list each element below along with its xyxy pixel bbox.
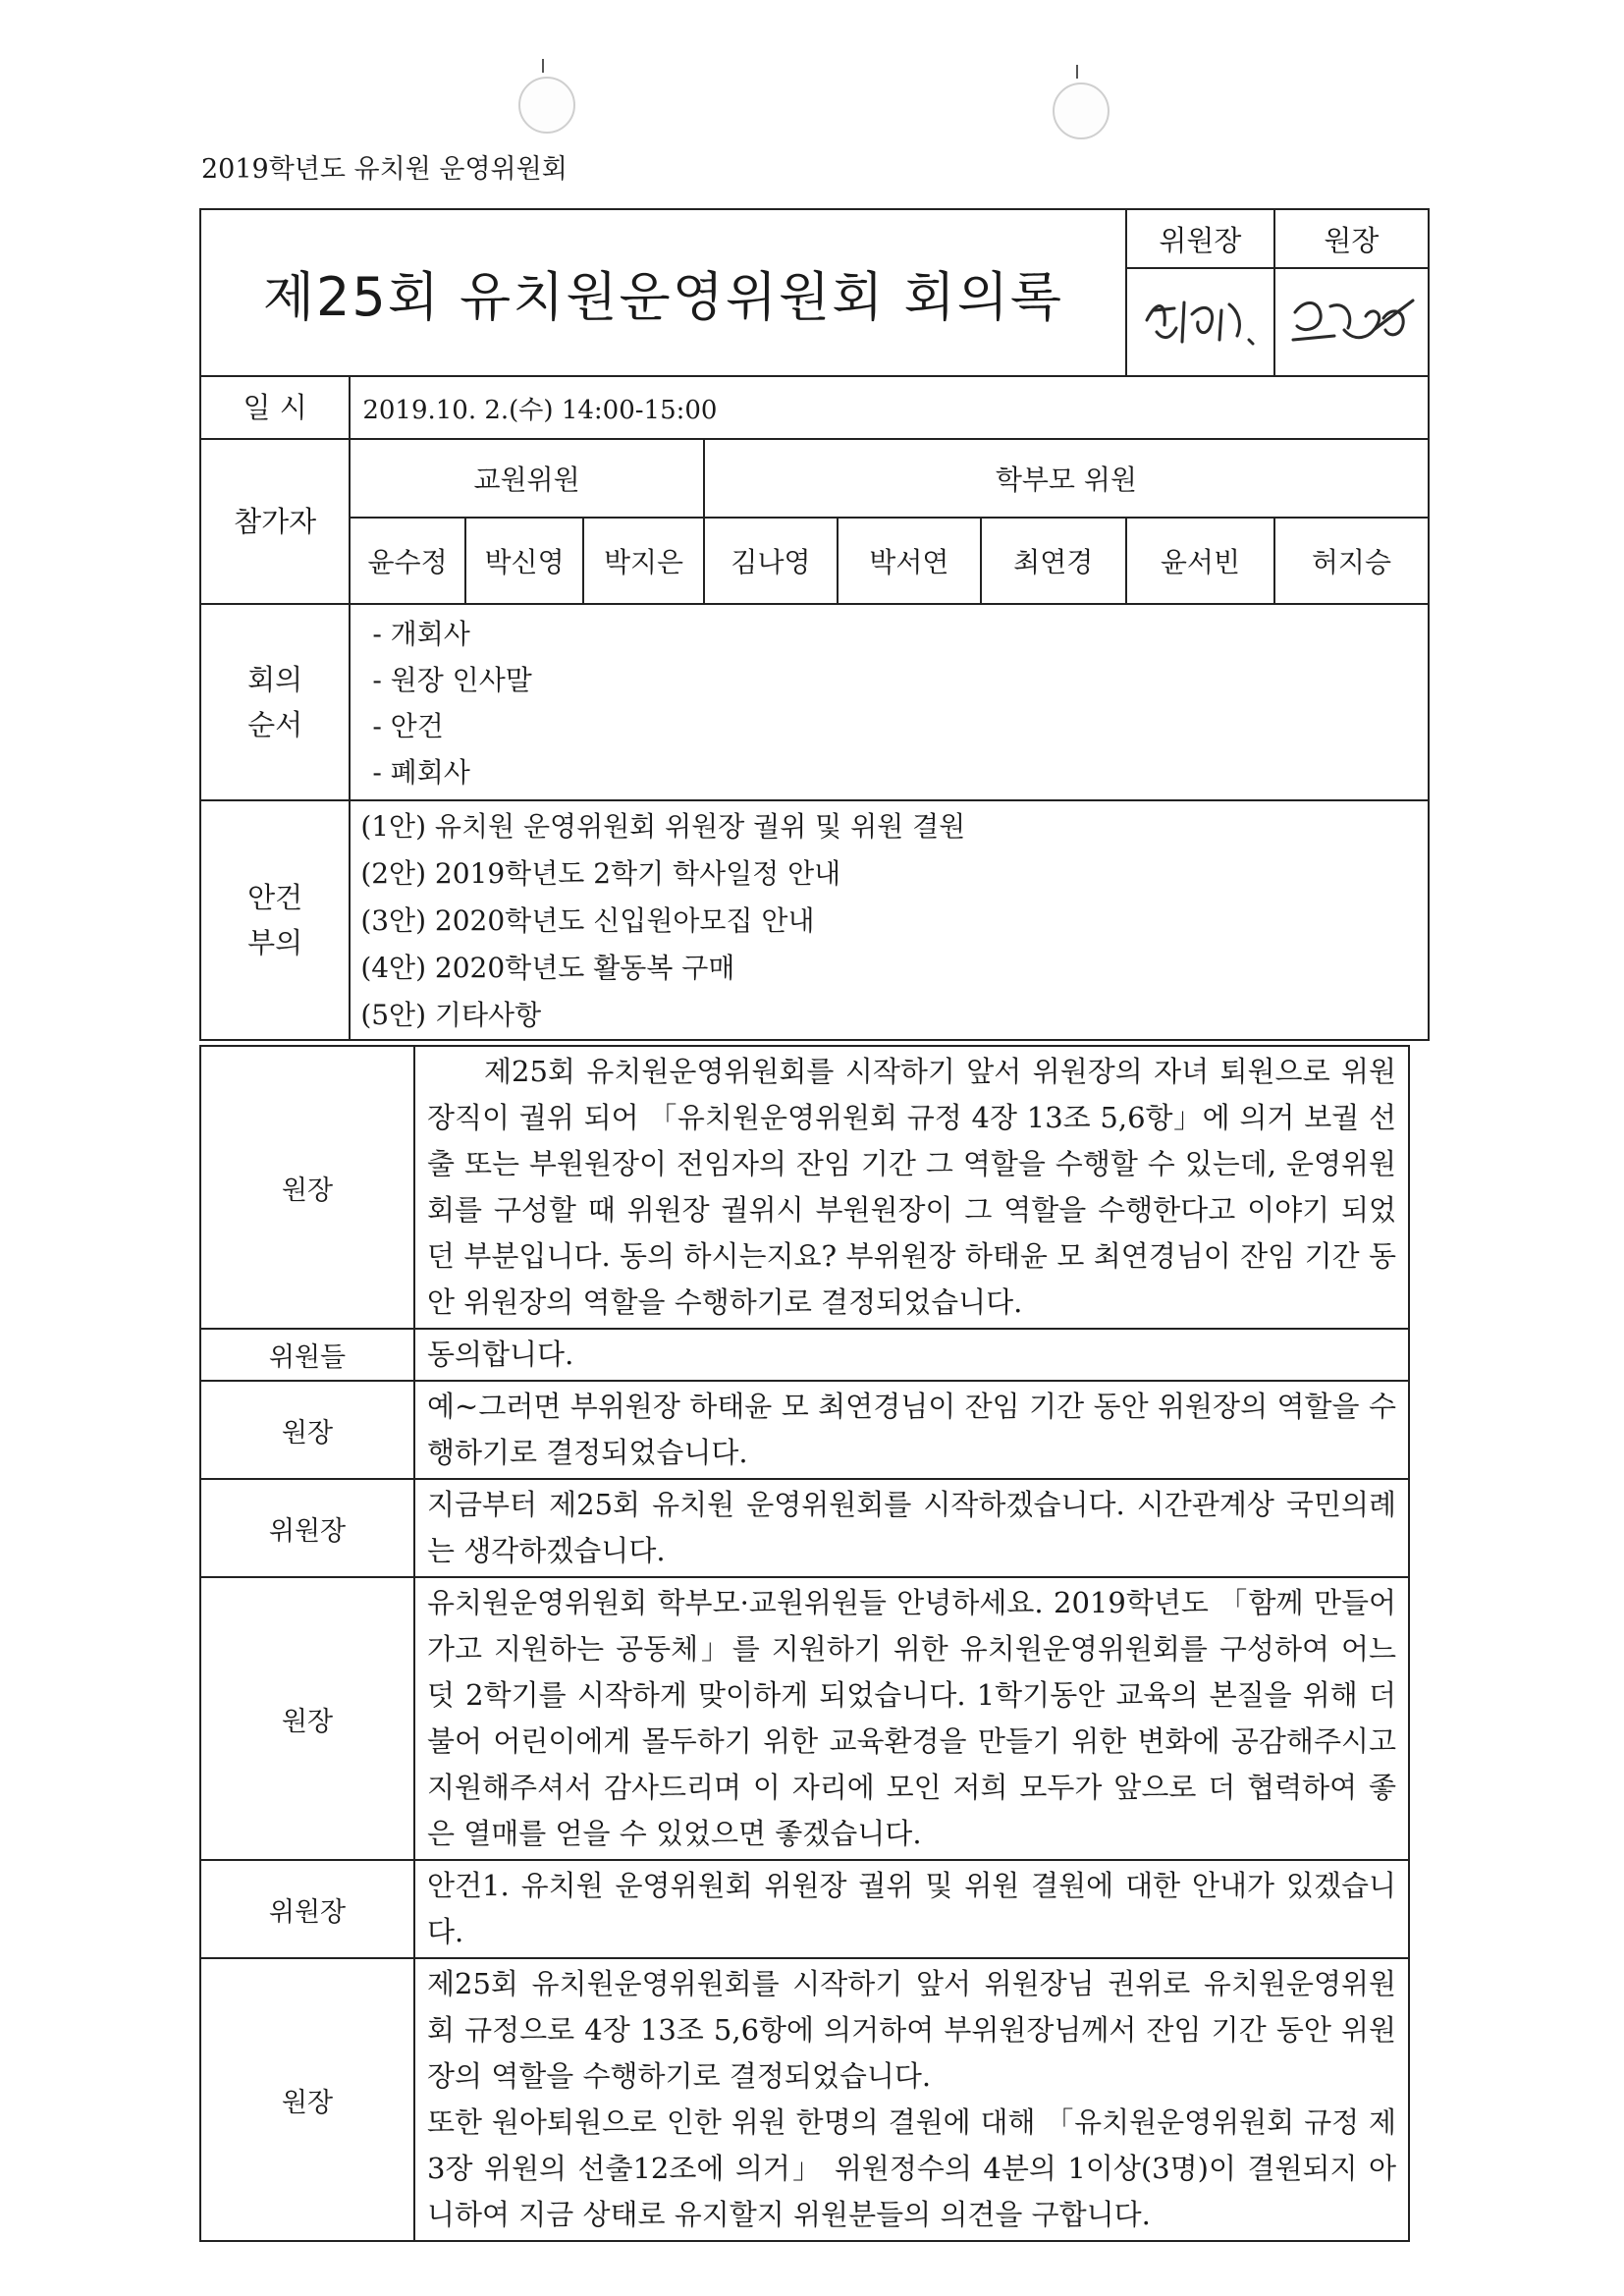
chair-label: 위원장 <box>1126 209 1274 268</box>
participants-label: 참가자 <box>200 439 350 604</box>
minutes-table <box>199 1045 1410 2242</box>
parent-name: 박서연 <box>838 518 980 604</box>
list-item: - 개회사 <box>372 618 470 650</box>
speaker: 원장 <box>200 1577 414 1860</box>
list-item: - 안건 <box>372 710 444 742</box>
minutes-row <box>200 1479 1409 1577</box>
document-header: 2019학년도 유치원 운영위원회 <box>201 154 568 185</box>
speaker: 위원장 <box>200 1479 414 1577</box>
minutes-row <box>200 1860 1409 1958</box>
chair-signature-mark <box>1127 271 1273 369</box>
schedule-value: 2019.10. 2.(수) 14:00-15:00 <box>350 376 1429 439</box>
statement: 지금부터 제25회 유치원 운영위원회를 시작하겠습니다. 시간관계상 국민의례는 생각하겠습니다. <box>414 1479 1409 1577</box>
order-list <box>350 604 1429 800</box>
punch-hole-left <box>518 77 575 134</box>
list-item: (3안) 2020학년도 신입원아모집 안내 <box>360 904 815 937</box>
parent-name: 김나영 <box>704 518 838 604</box>
teacher-name: 윤수정 <box>350 518 465 604</box>
parent-name: 윤서빈 <box>1126 518 1274 604</box>
speaker: 원장 <box>200 1046 414 1329</box>
statement: 동의합니다. <box>414 1329 1409 1381</box>
page-title: 제25회 유치원운영위원회 회의록 <box>200 209 1126 376</box>
speaker: 위원장 <box>200 1860 414 1958</box>
statement: 제25회 유치원운영위원회를 시작하기 앞서 위원장님 권위로 유치원운영위원회 규정으로 4장 13조 5,6항에 의거하여 부위원장님께서 잔임 기간 동안 위원장의 역할을 수행하기로 결정되었습니다. 또한 원아퇴원으로 인한 위원 한명의 결원에 대해 「유치원운영위원회 규정 제3장 위원의 선출12조에 의거」 위원정수의 4분의 1이상(3명)이 결원되지 아니하여 지금 상태로 유지할지 위원분들의 의견을 구합니다. <box>414 1958 1409 2241</box>
director-signature-mark <box>1275 271 1428 369</box>
list-item: (4안) 2020학년도 활동복 구매 <box>360 952 735 984</box>
statement: 예~그러면 부위원장 하태윤 모 최연경님이 잔임 기간 동안 위원장의 역할을 수행하기로 결정되었습니다. <box>414 1381 1409 1479</box>
list-item: - 원장 인사말 <box>372 664 532 696</box>
statement: 안건1. 유치원 운영위원회 위원장 궐위 및 위원 결원에 대한 안내가 있겠습니다. <box>414 1860 1409 1958</box>
director-label: 원장 <box>1274 209 1429 268</box>
teacher-name: 박지은 <box>583 518 703 604</box>
chair-signature <box>1126 268 1274 376</box>
agenda-list <box>350 800 1429 1040</box>
teacher-group-label: 교원위원 <box>350 439 703 518</box>
statement: 제25회 유치원운영위원회를 시작하기 앞서 위원장의 자녀 퇴원으로 위원장직이 궐위 되어 「유치원운영위원회 규정 4장 13조 5,6항」에 의거 보궐 선출 또는 부원원장이 전임자의 잔임 기간 그 역할을 수행할 수 있는데, 운영위원회를 구성할 때 위원장 궐위시 부원원장이 그 역할을 수행한다고 이야기 되었던 부분입니다. 동의 하시는지요? 부위원장 하태윤 모 최연경님이 잔임 기간 동안 위원장의 역할을 수행하기로 결정되었습니다. <box>414 1046 1409 1329</box>
list-item: (1안) 유치원 운영위원회 위원장 궐위 및 위원 결원 <box>360 810 966 843</box>
minutes-row <box>200 1046 1409 1329</box>
statement: 유치원운영위원회 학부모·교원위원들 안녕하세요. 2019학년도 「함께 만들어 가고 지원하는 공동체」를 지원하기 위한 유치원운영위원회를 구성하여 어느덧 2학기를 시작하게 맞이하게 되었습니다. 1학기동안 교육의 본질을 위해 더불어 어린이에게 몰두하기 위한 교육환경을 만들기 위한 변화에 공감해주시고 지원해주셔서 감사드리며 이 자리에 모인 저희 모두가 앞으로 더 협력하여 좋은 열매를 얻을 수 있었으면 좋겠습니다. <box>414 1577 1409 1860</box>
teacher-name: 박신영 <box>465 518 583 604</box>
minutes-row <box>200 1329 1409 1381</box>
minutes-row <box>200 1577 1409 1860</box>
meeting-info-table <box>199 208 1430 1041</box>
speaker: 원장 <box>200 1958 414 2241</box>
schedule-label: 일 시 <box>200 376 350 439</box>
parent-group-label: 학부모 위원 <box>704 439 1429 518</box>
director-signature <box>1274 268 1429 376</box>
minutes-row <box>200 1958 1409 2241</box>
list-item: (5안) 기타사항 <box>360 999 542 1031</box>
list-item: - 폐회사 <box>372 756 470 789</box>
speaker: 원장 <box>200 1381 414 1479</box>
speaker: 위원들 <box>200 1329 414 1381</box>
parent-name: 최연경 <box>981 518 1126 604</box>
order-label: 회의 순서 <box>200 604 350 800</box>
parent-name: 허지승 <box>1274 518 1429 604</box>
agenda-label: 안건 부의 <box>200 800 350 1040</box>
punch-hole-right <box>1053 82 1110 139</box>
list-item: (2안) 2019학년도 2학기 학사일정 안내 <box>360 857 841 890</box>
minutes-row <box>200 1381 1409 1479</box>
